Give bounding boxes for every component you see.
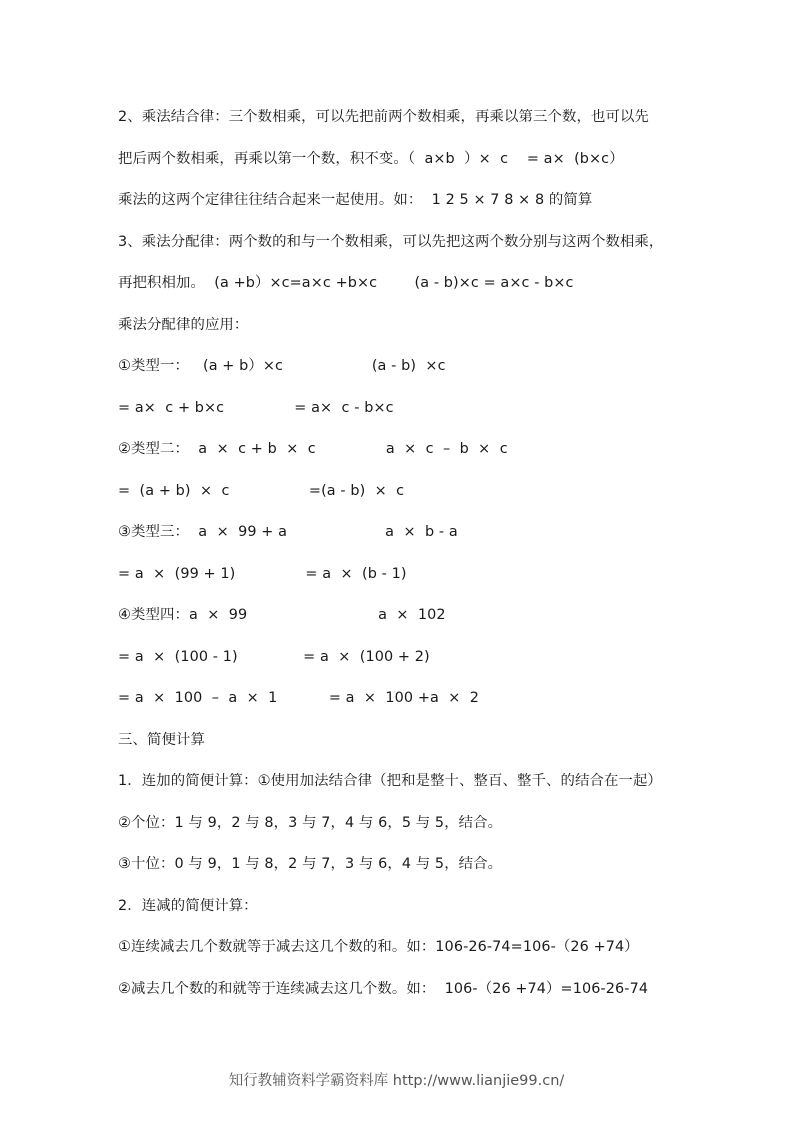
multiplication-associative-law-line-2: 把后两个数相乘，再乘以第一个数，积不变。（ a×b ）× c = a× (b×c） xyxy=(118,150,624,167)
type-three-result-line: = a × (99 + 1) = a × (b - 1) xyxy=(118,565,407,582)
section-simple-calculation-heading: 三、简便计算 xyxy=(118,731,205,748)
page-footer: 知行教辅资料学霸资料库 http://www.lianjie99.cn/ xyxy=(228,1073,565,1089)
document-body xyxy=(118,104,688,1017)
type-three-line: ③类型三： a × 99 + a a × b - a xyxy=(118,524,458,540)
multiplication-associative-law-line-1: 2、乘法结合律：三个数相乘，可以先把前两个数相乘，再乘以第三个数，也可以先 xyxy=(118,109,649,125)
type-four-result-line-1: = a × (100 - 1) = a × (100 + 2) xyxy=(118,648,430,665)
distributive-law-application-heading: 乘法分配律的应用： xyxy=(118,316,249,333)
consecutive-addition-line: 1．连加的简便计算：①使用加法结合律（把和是整十、整百、整千、的结合在一起） xyxy=(118,773,662,789)
combined-laws-example-line: 乘法的这两个定律往往结合起来一起使用。如： 1 2 5 × 7 8 × 8 的简算 xyxy=(118,192,593,208)
subtraction-rule-line-2: ②减去几个数的和就等于连续减去这几个数。如： 106-（26 +74）=106-26-74 xyxy=(118,980,649,997)
type-two-result-line: = (a + b) × c =(a - b) × c xyxy=(118,482,405,499)
type-one-line: ①类型一： (a + b）×c (a - b) ×c xyxy=(118,358,446,374)
subtraction-rule-line-1: ①连续减去几个数就等于减去这几个数的和。如：106-26-74=106-（26 +74） xyxy=(118,939,639,955)
consecutive-subtraction-heading: 2．连减的简便计算： xyxy=(118,897,258,914)
type-two-line: ②类型二： a × c + b × c a × c – b × c xyxy=(118,441,508,457)
multiplication-distributive-law-line-2: 再把积相加。 (a +b）×c=a×c +b×c (a - b)×c = a×c - b×c xyxy=(118,275,574,291)
type-one-result-line: = a× c + b×c = a× c - b×c xyxy=(118,399,394,416)
tens-place-pairs-line: ③十位：0 与 9，1 与 8，2 与 7，3 与 6，4 与 5，结合。 xyxy=(118,856,503,872)
multiplication-distributive-law-line-1: 3、乘法分配律：两个数的和与一个数相乘，可以先把这两个数分别与这两个数相乘， xyxy=(118,233,664,250)
type-four-line: ④类型四：a × 99 a × 102 xyxy=(118,607,446,623)
type-four-result-line-2: = a × 100 – a × 1 = a × 100 +a × 2 xyxy=(118,690,480,706)
ones-place-pairs-line: ②个位：1 与 9，2 与 8，3 与 7，4 与 6，5 与 5，结合。 xyxy=(118,814,503,831)
